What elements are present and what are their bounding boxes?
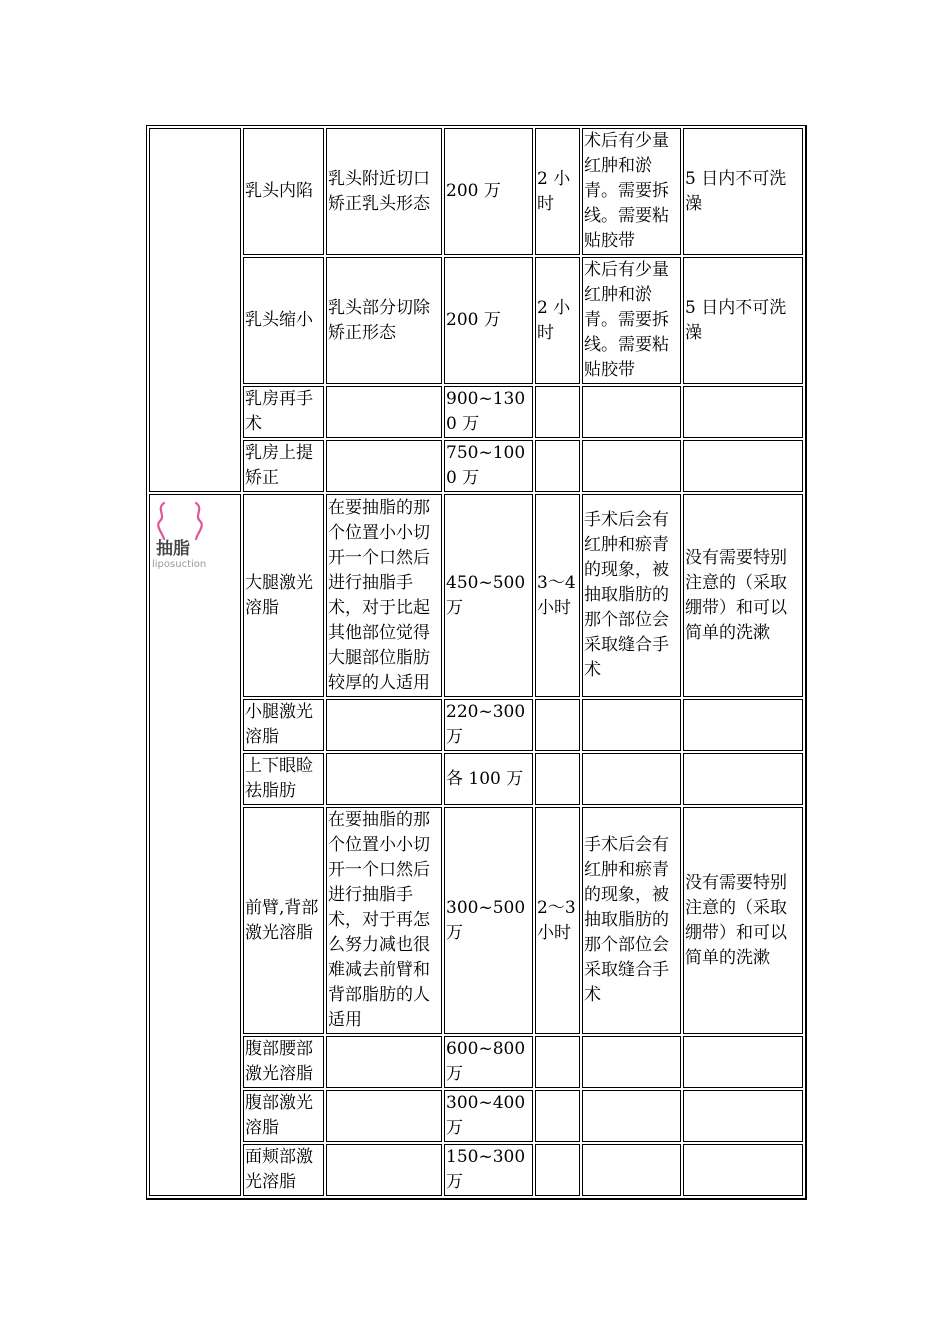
method-cell — [326, 753, 442, 805]
price-cell: 150~300 万 — [444, 1144, 533, 1196]
price-cell: 200 万 — [444, 257, 533, 384]
price-cell: 200 万 — [444, 128, 533, 255]
table-row — [149, 257, 803, 384]
aftercare-cell — [582, 1090, 681, 1142]
aftercare-cell: 手术后会有红肿和瘀青的现象，被抽取脂肪的那个部位会采取缝合手术 — [582, 494, 681, 697]
duration-cell — [535, 386, 580, 438]
procedure-cell: 大腿激光溶脂 — [243, 494, 324, 697]
procedure-cell: 乳房上提矫正 — [243, 440, 324, 492]
category-cell-breast — [149, 128, 241, 492]
duration-cell: 2 小时 — [535, 257, 580, 384]
duration-cell: 2 小时 — [535, 128, 580, 255]
method-cell: 乳头附近切口矫正乳头形态 — [326, 128, 442, 255]
procedure-cell: 小腿激光溶脂 — [243, 699, 324, 751]
duration-cell — [535, 1090, 580, 1142]
table-row — [149, 1144, 803, 1196]
aftercare-cell: 手术后会有红肿和瘀青的现象，被抽取脂肪的那个部位会采取缝合手术 — [582, 807, 681, 1034]
table-row — [149, 1090, 803, 1142]
price-cell: 220~300 万 — [444, 699, 533, 751]
notes-cell — [683, 440, 803, 492]
method-cell — [326, 1144, 442, 1196]
aftercare-cell — [582, 386, 681, 438]
price-cell: 各 100 万 — [444, 753, 533, 805]
table-row — [149, 807, 803, 1034]
aftercare-cell — [582, 1144, 681, 1196]
category-subtitle: liposuction — [152, 559, 207, 570]
price-cell: 600~800 万 — [444, 1036, 533, 1088]
duration-cell — [535, 1144, 580, 1196]
aftercare-cell: 术后有少量红肿和淤青。需要拆线。需要粘贴胶带 — [582, 257, 681, 384]
procedure-cell: 腹部腰部激光溶脂 — [243, 1036, 324, 1088]
price-cell: 300~400 万 — [444, 1090, 533, 1142]
method-cell — [326, 1090, 442, 1142]
procedure-cell: 乳房再手术 — [243, 386, 324, 438]
method-cell — [326, 440, 442, 492]
duration-cell: 2～3 小时 — [535, 807, 580, 1034]
procedure-cell: 乳头缩小 — [243, 257, 324, 384]
table-row — [149, 753, 803, 805]
duration-cell: 3～4 小时 — [535, 494, 580, 697]
price-cell: 750~1000 万 — [444, 440, 533, 492]
procedure-cell: 面颊部激光溶脂 — [243, 1144, 324, 1196]
method-cell: 乳头部分切除矫正形态 — [326, 257, 442, 384]
table-row — [149, 699, 803, 751]
duration-cell — [535, 1036, 580, 1088]
notes-cell: 5 日内不可洗澡 — [683, 257, 803, 384]
procedure-cell: 上下眼睑祛脂肪 — [243, 753, 324, 805]
duration-cell — [535, 440, 580, 492]
table-row — [149, 440, 803, 492]
aftercare-cell — [582, 1036, 681, 1088]
aftercare-cell — [582, 440, 681, 492]
price-cell: 900~1300 万 — [444, 386, 533, 438]
category-name: 抽脂 — [156, 539, 190, 559]
table-row — [149, 128, 803, 255]
procedure-cell: 乳头内陷 — [243, 128, 324, 255]
procedure-table — [146, 125, 807, 1200]
method-cell — [326, 386, 442, 438]
method-cell — [326, 1036, 442, 1088]
method-cell — [326, 699, 442, 751]
method-cell: 在要抽脂的那个位置小小切开一个口然后进行抽脂手术，对于再怎么努力减也很难减去前臂和背部脂肪的人适用 — [326, 807, 442, 1034]
procedure-cell: 前臂,背部激光溶脂 — [243, 807, 324, 1034]
procedure-cell: 腹部激光溶脂 — [243, 1090, 324, 1142]
duration-cell — [535, 699, 580, 751]
method-cell: 在要抽脂的那个位置小小切开一个口然后进行抽脂手术，对于比起其他部位觉得大腿部位脂肪较厚的人适用 — [326, 494, 442, 697]
notes-cell: 5 日内不可洗澡 — [683, 128, 803, 255]
aftercare-cell — [582, 753, 681, 805]
price-cell: 300~500 万 — [444, 807, 533, 1034]
table-row — [149, 494, 803, 697]
table-row — [149, 386, 803, 438]
body-curves-icon — [152, 499, 212, 541]
aftercare-cell — [582, 699, 681, 751]
notes-cell — [683, 1090, 803, 1142]
price-cell: 450~500 万 — [444, 494, 533, 697]
notes-cell: 没有需要特别注意的（采取绷带）和可以简单的洗漱 — [683, 807, 803, 1034]
category-cell-liposuction — [149, 494, 241, 1196]
notes-cell — [683, 1144, 803, 1196]
notes-cell: 没有需要特别注意的（采取绷带）和可以简单的洗漱 — [683, 494, 803, 697]
notes-cell — [683, 1036, 803, 1088]
notes-cell — [683, 386, 803, 438]
table-row — [149, 1036, 803, 1088]
notes-cell — [683, 699, 803, 751]
notes-cell — [683, 753, 803, 805]
duration-cell — [535, 753, 580, 805]
aftercare-cell: 术后有少量红肿和淤青。需要拆线。需要粘贴胶带 — [582, 128, 681, 255]
